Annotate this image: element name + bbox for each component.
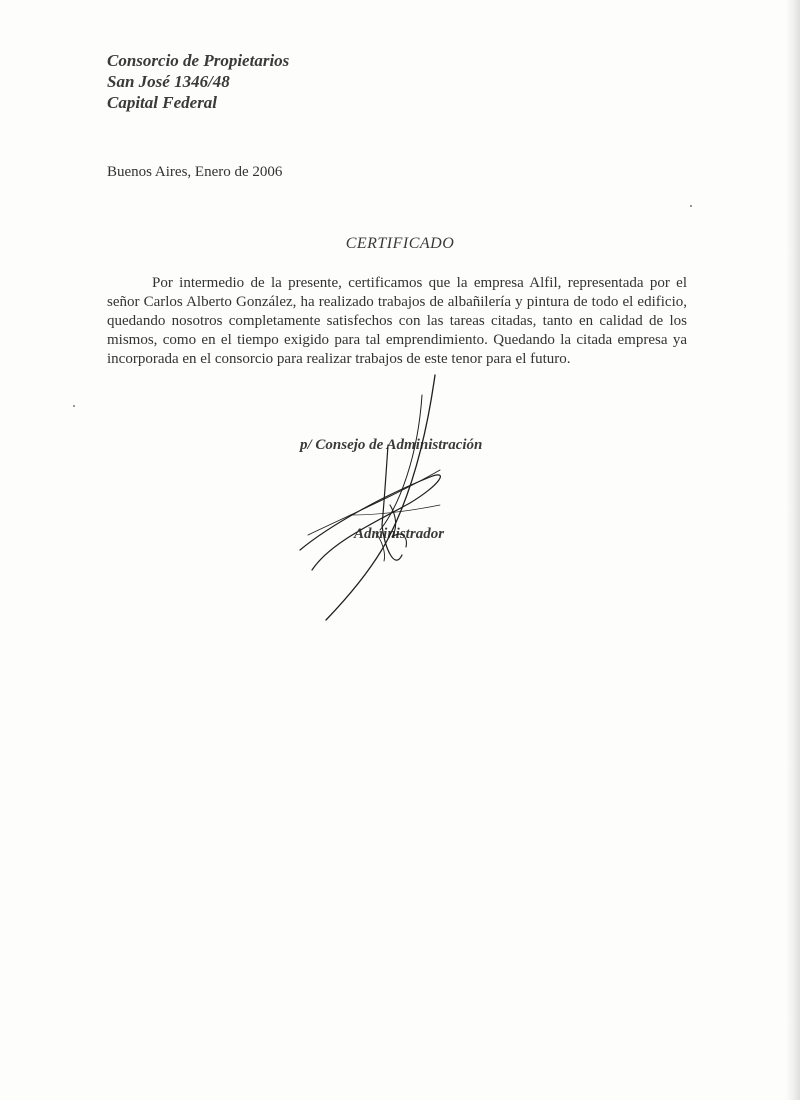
signature-role-label: Administrador bbox=[354, 526, 445, 542]
sender-city: Capital Federal bbox=[107, 93, 218, 112]
sender-org: Consorcio de Propietarios bbox=[107, 51, 290, 70]
signature-council-label: p/ Consejo de Administración bbox=[300, 437, 483, 453]
paper-edge-shadow bbox=[786, 0, 800, 1100]
letter-date: Buenos Aires, Enero de 2006 bbox=[107, 164, 283, 180]
document-title: CERTIFICADO bbox=[345, 235, 455, 252]
sender-street: San José 1346/48 bbox=[107, 72, 230, 91]
sender-header bbox=[107, 50, 289, 113]
scan-speck bbox=[690, 205, 692, 207]
signature-stroke bbox=[300, 475, 440, 570]
signature-stroke bbox=[350, 505, 440, 515]
signature-stroke bbox=[326, 375, 435, 620]
certificate-body: Por intermedio de la presente, certificamos que la empresa Alfil, representada por el señor Carlos Alberto González, ha realizado trabajos de albañilería y pintura de todo el edificio, quedando nosotros completamente satisfechos con las tareas citadas, tanto en calidad de los mismos, como en el tiempo exigido para tal emprendimiento. Quedando la citada empresa ya incorporada en el consorcio para realizar trabajos de este tenor para el futuro. bbox=[107, 275, 687, 367]
scan-speck bbox=[73, 405, 75, 407]
signature-stroke bbox=[380, 395, 422, 530]
handwritten-signature bbox=[290, 365, 490, 635]
